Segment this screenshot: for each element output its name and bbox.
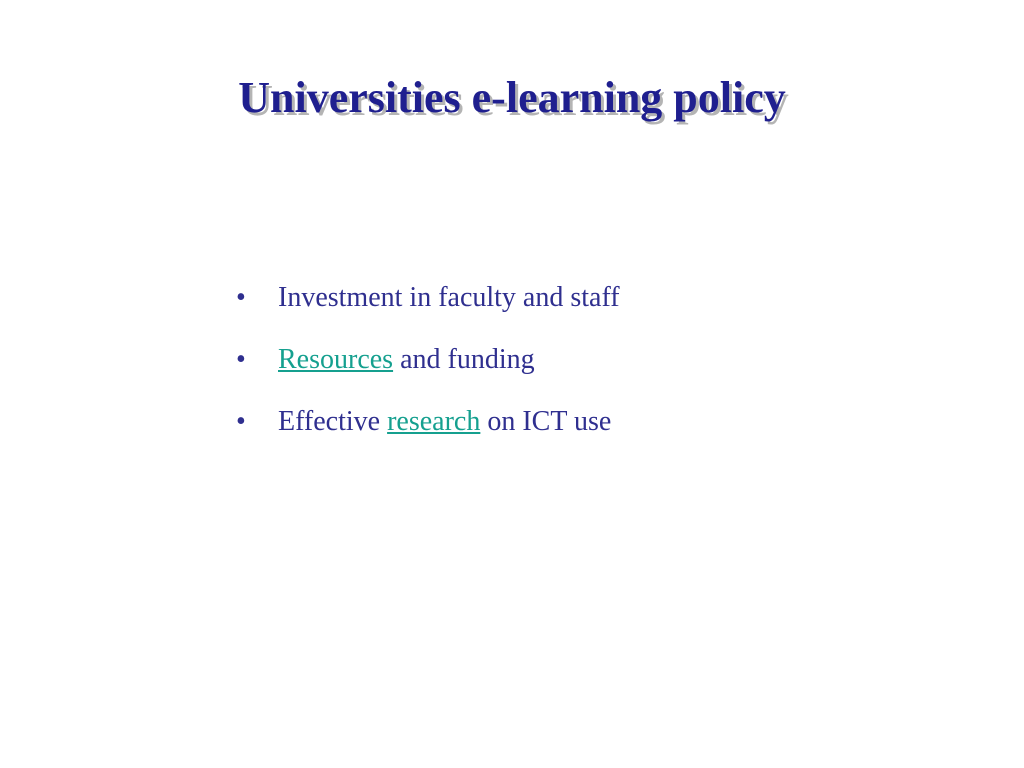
bullet-text	[278, 338, 535, 382]
bullet-icon: •	[236, 282, 246, 313]
resources-link[interactable]: Resources	[278, 344, 394, 375]
research-link[interactable]: research	[387, 406, 481, 437]
bullet-text-segment: on ICT use	[480, 406, 612, 437]
bullet-text-segment: Effective	[278, 406, 388, 437]
bullet-text	[278, 276, 620, 320]
bullet-icon: •	[236, 406, 246, 437]
slide-title: Universities e-learning policy	[238, 73, 786, 122]
bullet-text-segment: and funding	[393, 344, 535, 375]
bullet-text	[278, 400, 611, 444]
bullet-icon: •	[236, 344, 246, 375]
bullet-text-segment: Investment in faculty and staff	[278, 282, 620, 313]
